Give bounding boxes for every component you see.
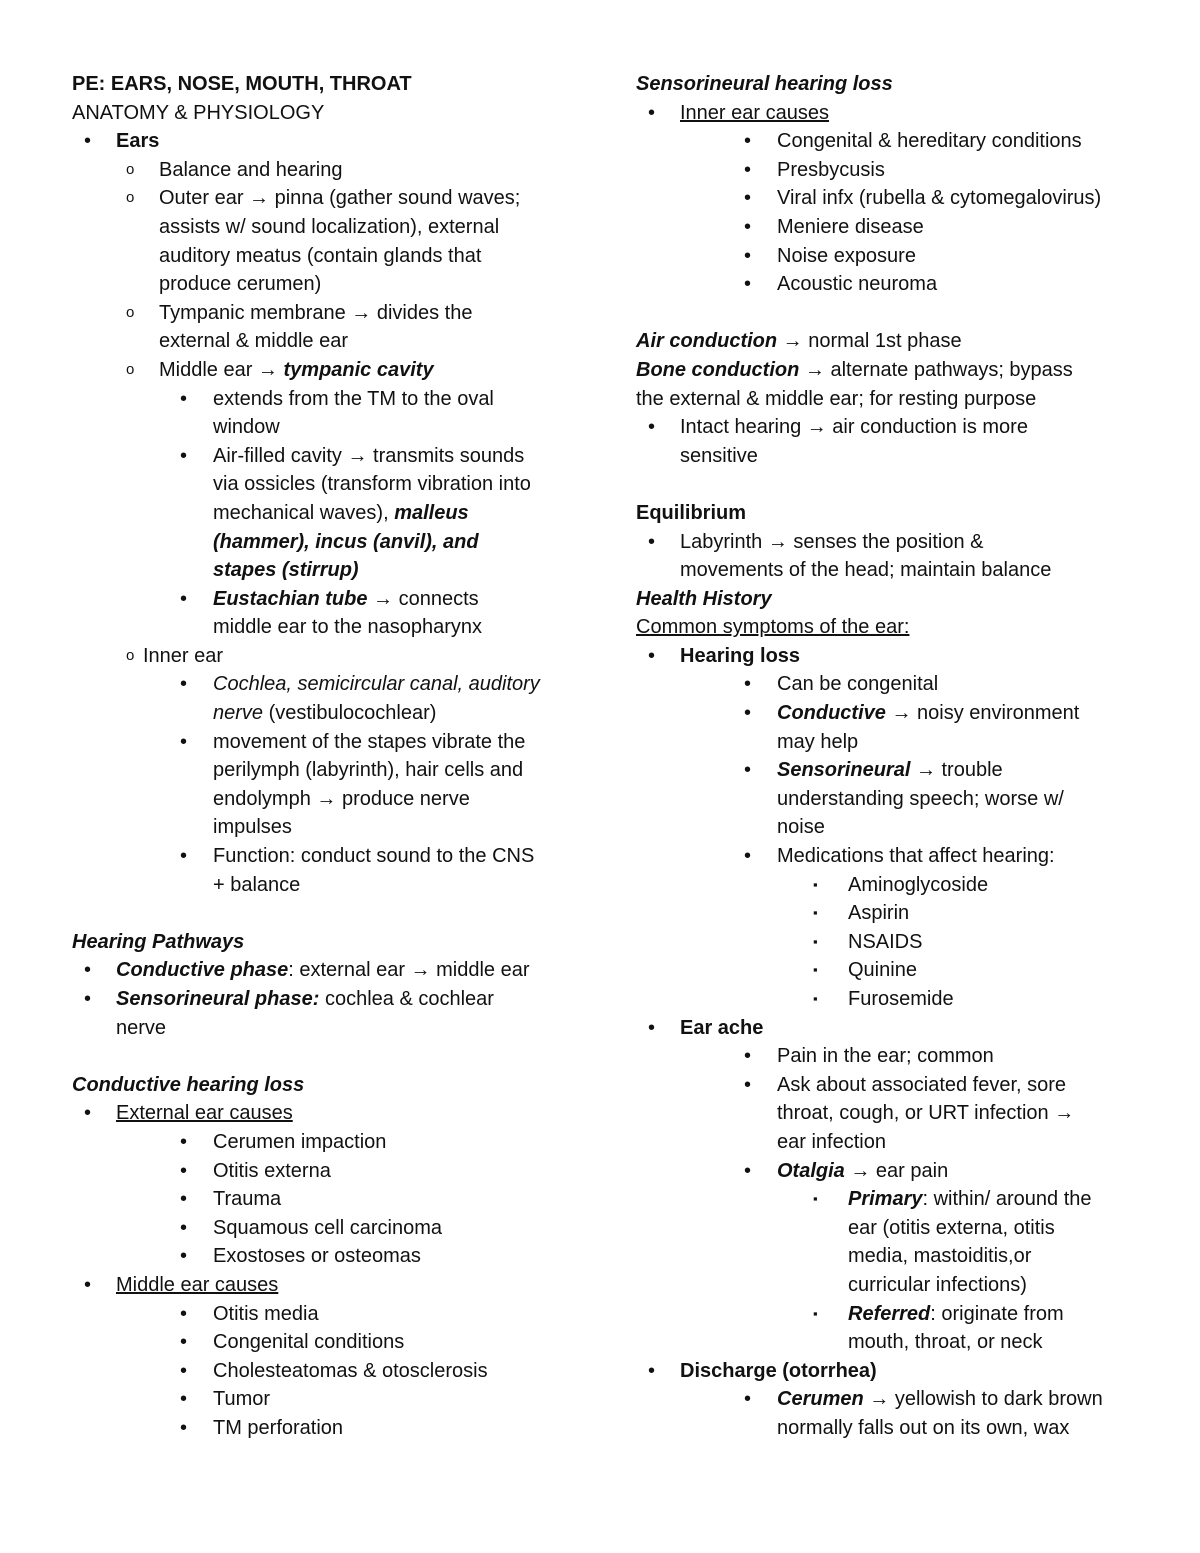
text-line xyxy=(636,871,1146,900)
text-segment: Can be congenital xyxy=(777,673,939,696)
text-line xyxy=(636,499,1146,528)
text-segment: may help xyxy=(777,730,859,753)
bullet-icon: o xyxy=(126,303,135,321)
text-line xyxy=(636,1414,1146,1443)
text-segment: (hammer), incus (anvil), and xyxy=(213,530,479,553)
text-line xyxy=(636,1099,1146,1128)
text-segment: Hearing loss xyxy=(680,644,801,667)
bullet-icon: • xyxy=(180,1302,188,1325)
text-line xyxy=(636,556,1146,585)
text-line xyxy=(72,1300,572,1329)
text-line xyxy=(72,70,572,99)
text-segment: Cerumen impaction xyxy=(213,1130,387,1153)
text-segment: (vestibulocochlear) xyxy=(263,702,437,725)
text-segment: Meniere disease xyxy=(777,215,924,238)
text-segment: Cholesteatomas & otosclerosis xyxy=(213,1359,488,1382)
bullet-icon: • xyxy=(180,845,188,868)
text-segment: Viral infx (rubella & cytomegalovirus) xyxy=(777,187,1102,210)
text-segment: Congenital conditions xyxy=(213,1331,405,1354)
text-segment: Bone conduction xyxy=(636,358,800,381)
text-segment: Common symptoms of the ear: xyxy=(636,616,910,639)
text-line xyxy=(72,327,572,356)
text-segment: movements of the head; maintain balance xyxy=(680,559,1052,582)
bullet-icon: • xyxy=(744,244,752,267)
text-line xyxy=(636,270,1146,299)
text-line xyxy=(72,270,572,299)
text-line xyxy=(636,213,1146,242)
text-segment: Noise exposure xyxy=(777,244,916,267)
text-line xyxy=(636,728,1146,757)
text-segment: Middle ear → xyxy=(159,358,284,381)
text-line xyxy=(72,127,572,156)
text-segment: Squamous cell carcinoma xyxy=(213,1216,442,1239)
text-segment: Middle ear causes xyxy=(116,1273,279,1296)
text-segment: Medications that affect hearing: xyxy=(777,845,1055,868)
text-segment: Quinine xyxy=(848,959,917,982)
bullet-icon: • xyxy=(84,1102,92,1125)
text-line xyxy=(636,1185,1146,1214)
bullet-icon: o xyxy=(126,189,135,207)
bullet-icon: ▪ xyxy=(813,1305,818,1321)
text-line xyxy=(636,642,1146,671)
text-segment: Otalgia xyxy=(777,1159,845,1182)
bullet-icon: • xyxy=(744,1159,752,1182)
text-segment: ear (otitis externa, otitis xyxy=(848,1216,1055,1239)
text-segment: ear infection xyxy=(777,1130,886,1153)
text-segment: mouth, throat, or neck xyxy=(848,1331,1043,1354)
bullet-icon: • xyxy=(180,673,188,696)
bullet-icon: • xyxy=(180,1359,188,1382)
text-segment: Exostoses or osteomas xyxy=(213,1245,421,1268)
text-line xyxy=(72,1214,572,1243)
text-segment: Congenital & hereditary conditions xyxy=(777,130,1082,153)
text-segment: Outer ear → pinna (gather sound waves; xyxy=(159,187,521,210)
text-line xyxy=(72,928,572,957)
text-segment: Eustachian tube xyxy=(213,587,368,610)
text-line xyxy=(72,99,572,128)
text-segment: Discharge (otorrhea) xyxy=(680,1359,877,1382)
bullet-icon: • xyxy=(744,1073,752,1096)
text-segment: Ears xyxy=(116,130,160,153)
text-line xyxy=(636,442,1146,471)
text-segment: Pain in the ear; common xyxy=(777,1045,994,1068)
text-line xyxy=(636,70,1146,99)
text-line xyxy=(636,699,1146,728)
text-line xyxy=(72,1099,572,1128)
text-line xyxy=(636,156,1146,185)
text-segment: ANATOMY & PHYSIOLOGY xyxy=(72,101,325,124)
text-segment: Aminoglycoside xyxy=(848,873,989,896)
text-line xyxy=(72,699,572,728)
text-segment: External ear causes xyxy=(116,1102,293,1125)
text-line xyxy=(72,556,572,585)
text-segment: Equilibrium xyxy=(636,501,746,524)
text-line xyxy=(72,985,572,1014)
text-line xyxy=(72,1242,572,1271)
text-line xyxy=(636,1242,1146,1271)
text-line xyxy=(636,356,1146,385)
text-line xyxy=(72,813,572,842)
text-line xyxy=(636,99,1146,128)
bullet-icon: o xyxy=(126,160,135,178)
bullet-icon: • xyxy=(648,644,656,667)
text-line xyxy=(72,413,572,442)
bullet-icon: • xyxy=(744,673,752,696)
text-line xyxy=(636,385,1146,414)
bullet-icon: • xyxy=(744,1045,752,1068)
bullet-icon: ▪ xyxy=(813,876,818,892)
text-segment: noise xyxy=(777,816,825,839)
text-segment: Presbycusis xyxy=(777,158,885,181)
bullet-icon: • xyxy=(180,1245,188,1268)
text-line xyxy=(72,184,572,213)
text-line xyxy=(72,1071,572,1100)
text-segment: → yellowish to dark brown xyxy=(863,1388,1103,1411)
text-segment: stapes (stirrup) xyxy=(213,559,359,582)
text-line xyxy=(72,242,572,271)
text-segment: via ossicles (transform vibration into xyxy=(213,473,531,496)
text-line xyxy=(636,528,1146,557)
text-segment: → alternate pathways; bypass xyxy=(799,358,1073,381)
text-line xyxy=(636,842,1146,871)
text-segment: : within/ around the xyxy=(922,1188,1092,1211)
text-line xyxy=(72,1014,572,1043)
bullet-icon: • xyxy=(648,101,656,124)
text-line xyxy=(72,156,572,185)
text-segment: TM perforation xyxy=(213,1416,344,1439)
bullet-icon: • xyxy=(648,1359,656,1382)
bullet-icon: • xyxy=(180,1130,188,1153)
text-line xyxy=(636,1357,1146,1386)
text-segment: endolymph → produce nerve xyxy=(213,787,470,810)
text-line xyxy=(636,899,1146,928)
text-segment: Inner ear xyxy=(143,644,224,667)
text-segment: auditory meatus (contain glands that xyxy=(159,244,482,267)
text-segment: media, mastoiditis,or xyxy=(848,1245,1032,1268)
text-line xyxy=(72,1157,572,1186)
text-line xyxy=(636,1385,1146,1414)
text-segment: Conductive xyxy=(777,702,886,725)
text-line xyxy=(72,956,572,985)
bullet-icon: • xyxy=(180,1159,188,1182)
text-segment: tympanic cavity xyxy=(283,358,434,381)
text-line xyxy=(636,327,1146,356)
text-line xyxy=(636,1071,1146,1100)
bullet-icon: • xyxy=(180,1388,188,1411)
text-segment: : originate from xyxy=(930,1302,1064,1325)
bullet-icon: • xyxy=(84,1273,92,1296)
bullet-icon: • xyxy=(744,273,752,296)
text-segment: Inner ear causes xyxy=(680,101,829,124)
text-segment: Labyrinth → senses the position & xyxy=(680,530,984,553)
bullet-icon: • xyxy=(648,1016,656,1039)
text-line xyxy=(72,585,572,614)
text-line xyxy=(72,213,572,242)
text-line xyxy=(636,1042,1146,1071)
bullet-icon: • xyxy=(84,988,92,1010)
text-segment: Acoustic neuroma xyxy=(777,273,938,296)
text-segment: Sensorineural xyxy=(777,759,911,782)
bullet-icon: • xyxy=(744,215,752,238)
text-segment: mechanical waves), xyxy=(213,501,395,524)
text-segment: Air-filled cavity → transmits sounds xyxy=(213,444,525,467)
bullet-icon: • xyxy=(84,130,92,153)
text-line xyxy=(636,613,1146,642)
text-segment: external & middle ear xyxy=(159,330,348,353)
bullet-icon: o xyxy=(126,360,135,378)
text-segment: produce cerumen) xyxy=(159,273,322,296)
text-line xyxy=(636,413,1146,442)
text-line xyxy=(636,756,1146,785)
text-line xyxy=(636,670,1146,699)
blank-line xyxy=(636,299,1146,328)
text-segment: Tumor xyxy=(213,1388,271,1411)
text-segment: extends from the TM to the oval xyxy=(213,387,494,410)
text-segment: Intact hearing → air conduction is more xyxy=(680,416,1028,439)
bullet-icon: • xyxy=(744,702,752,725)
bullet-icon: • xyxy=(744,187,752,210)
text-segment: nerve xyxy=(213,702,264,725)
text-line xyxy=(636,785,1146,814)
text-segment: Furosemide xyxy=(848,988,954,1010)
text-segment: malleus xyxy=(394,501,469,524)
text-segment: perilymph (labyrinth), hair cells and xyxy=(213,759,524,782)
text-line xyxy=(636,242,1146,271)
text-line xyxy=(72,470,572,499)
text-segment: Cerumen xyxy=(777,1388,864,1411)
text-line xyxy=(72,1357,572,1386)
text-segment: Sensorineural phase: xyxy=(116,988,320,1010)
text-line xyxy=(72,1128,572,1157)
bullet-icon: • xyxy=(180,730,188,753)
bullet-icon: ▪ xyxy=(813,962,818,978)
text-line xyxy=(72,1328,572,1357)
bullet-icon: • xyxy=(180,587,188,610)
text-line xyxy=(636,184,1146,213)
bullet-icon: ▪ xyxy=(813,933,818,949)
bullet-icon: • xyxy=(648,530,656,553)
text-line xyxy=(72,613,572,642)
text-segment: the external & middle ear; for resting purpose xyxy=(636,387,1037,410)
text-line xyxy=(72,756,572,785)
blank-line xyxy=(72,899,572,928)
text-line xyxy=(72,385,572,414)
text-segment: Aspirin xyxy=(848,902,910,925)
text-line xyxy=(72,528,572,557)
bullet-icon: • xyxy=(180,444,188,467)
bullet-icon: • xyxy=(180,1416,188,1439)
bullet-icon: ▪ xyxy=(813,991,818,1006)
text-line xyxy=(72,785,572,814)
text-line xyxy=(636,1014,1146,1043)
text-segment: curricular infections) xyxy=(848,1273,1027,1296)
text-line xyxy=(72,871,572,900)
text-segment: Balance and hearing xyxy=(159,158,343,181)
text-segment: Tympanic membrane → divides the xyxy=(159,301,473,324)
text-segment: normally falls out on its own, wax xyxy=(777,1416,1070,1439)
text-segment: → noisy environment xyxy=(885,702,1080,725)
bullet-icon: ▪ xyxy=(813,905,818,921)
text-segment: Ask about associated fever, sore xyxy=(777,1073,1067,1096)
text-segment: + balance xyxy=(213,873,301,896)
text-segment: sensitive xyxy=(680,444,758,467)
text-line xyxy=(636,1128,1146,1157)
text-segment: Otitis externa xyxy=(213,1159,331,1182)
text-line xyxy=(636,956,1146,985)
bullet-icon: • xyxy=(648,416,656,439)
bullet-icon: • xyxy=(744,845,752,868)
text-segment: assists w/ sound localization), external xyxy=(159,215,500,238)
text-segment: → connects xyxy=(367,587,479,610)
text-segment: : external ear → middle ear xyxy=(288,959,530,982)
text-line xyxy=(72,1271,572,1300)
text-line xyxy=(636,585,1146,614)
bullet-icon: • xyxy=(84,959,92,982)
text-segment: Conductive hearing loss xyxy=(72,1073,305,1096)
text-segment: movement of the stapes vibrate the xyxy=(213,730,526,753)
text-segment: NSAIDS xyxy=(848,930,923,953)
text-line xyxy=(636,985,1146,1014)
text-line xyxy=(636,1328,1146,1357)
blank-line xyxy=(72,1042,572,1071)
bullet-icon: • xyxy=(180,1216,188,1239)
text-segment: throat, cough, or URT infection → xyxy=(777,1102,1075,1125)
text-segment: cochlea & cochlear xyxy=(319,988,494,1010)
text-line xyxy=(636,1214,1146,1243)
text-line xyxy=(636,127,1146,156)
bullet-icon: • xyxy=(744,1388,752,1411)
bullet-icon: ▪ xyxy=(813,1191,818,1207)
blank-line xyxy=(636,470,1146,499)
bullet-icon: • xyxy=(180,387,188,410)
text-segment: impulses xyxy=(213,816,292,839)
text-line xyxy=(72,642,572,671)
text-line xyxy=(72,356,572,385)
text-line xyxy=(72,499,572,528)
text-line xyxy=(72,1385,572,1414)
bullet-icon: • xyxy=(180,1188,188,1211)
bullet-icon: o xyxy=(126,646,135,664)
text-line xyxy=(636,928,1146,957)
text-line xyxy=(72,1185,572,1214)
text-segment: middle ear to the nasopharynx xyxy=(213,616,483,639)
text-segment: Otitis media xyxy=(213,1302,319,1325)
text-line xyxy=(72,670,572,699)
left-column xyxy=(72,70,572,1443)
text-segment: Referred xyxy=(848,1302,931,1325)
text-line xyxy=(636,1271,1146,1300)
text-segment: PE: EARS, NOSE, MOUTH, THROAT xyxy=(72,73,412,95)
right-column xyxy=(636,70,1146,1443)
text-segment: Primary xyxy=(848,1188,923,1211)
text-segment: Hearing Pathways xyxy=(72,930,245,953)
text-segment: understanding speech; worse w/ xyxy=(777,787,1064,810)
text-segment: Trauma xyxy=(213,1188,282,1211)
bullet-icon: • xyxy=(744,130,752,153)
text-line xyxy=(72,1414,572,1443)
text-segment: → trouble xyxy=(910,759,1003,782)
text-line xyxy=(636,1157,1146,1186)
text-line xyxy=(72,728,572,757)
text-segment: nerve xyxy=(116,1016,167,1039)
text-segment: Cochlea, semicircular canal, auditory xyxy=(213,673,540,696)
text-line xyxy=(72,299,572,328)
text-segment: Function: conduct sound to the CNS xyxy=(213,845,535,868)
text-line xyxy=(636,813,1146,842)
bullet-icon: • xyxy=(180,1331,188,1354)
text-segment: Sensorineural hearing loss xyxy=(636,73,893,95)
text-line xyxy=(72,442,572,471)
text-segment: Conductive phase xyxy=(116,959,289,982)
bullet-icon: • xyxy=(744,759,752,782)
bullet-icon: • xyxy=(744,158,752,181)
text-segment: Air conduction xyxy=(636,330,778,353)
text-segment: Ear ache xyxy=(680,1016,764,1039)
text-line xyxy=(636,1300,1146,1329)
text-segment: Health History xyxy=(636,587,772,610)
text-segment: window xyxy=(213,416,280,439)
text-line xyxy=(72,842,572,871)
text-segment: → ear pain xyxy=(844,1159,949,1182)
text-segment: → normal 1st phase xyxy=(777,330,962,353)
